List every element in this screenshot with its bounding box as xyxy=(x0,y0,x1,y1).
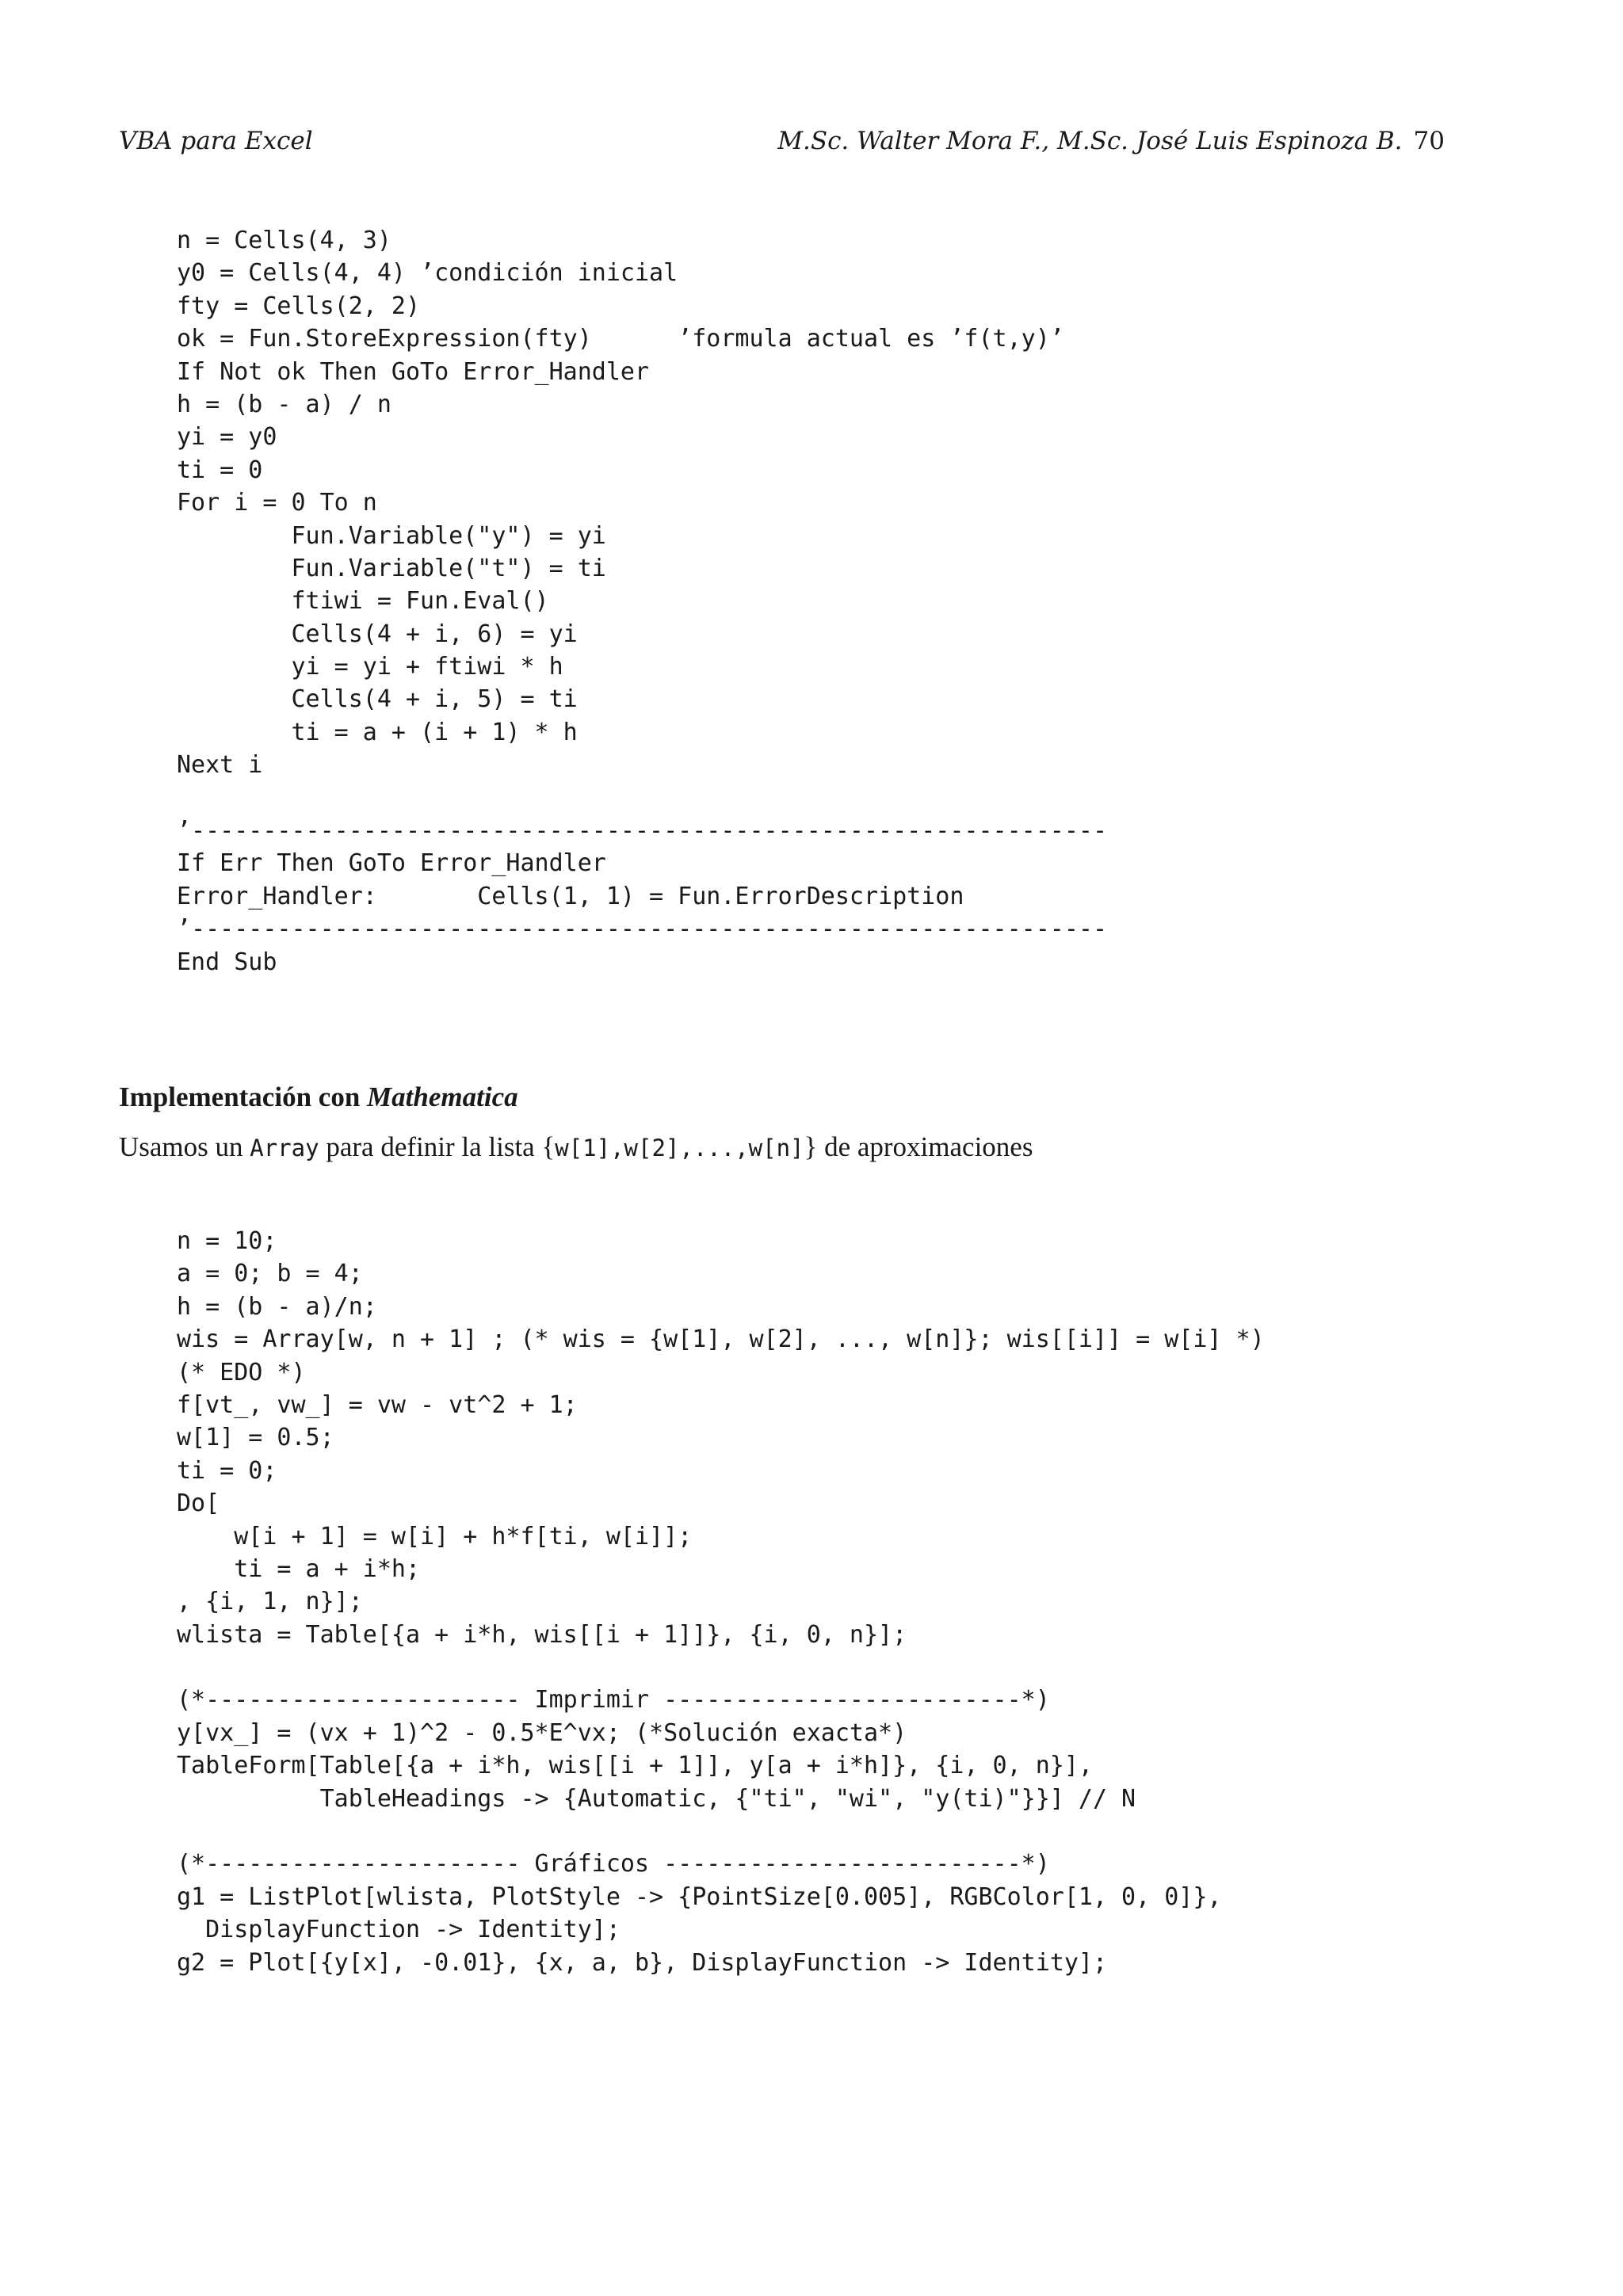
code-line: n = Cells(4, 3) xyxy=(177,227,391,254)
code-line: ti = a + i*h; xyxy=(177,1554,421,1583)
code-line: w[1] = 0.5; xyxy=(177,1424,334,1452)
code-line: y0 = Cells(4, 4) ’condición inicial xyxy=(177,259,678,288)
code-line: (*---------------------- Gráficos -------------------------*) xyxy=(177,1850,1050,1878)
code-line-blank xyxy=(177,782,1107,814)
inline-code: Array xyxy=(250,1135,319,1161)
code-line: For i = 0 To n xyxy=(177,489,377,517)
code-line: h = (b - a)/n; xyxy=(177,1292,377,1321)
code-line: ftiwi = Fun.Eval() xyxy=(177,587,549,616)
inline-code: w[1],w[2],...,w[n] xyxy=(555,1135,804,1161)
header-author-names: M.Sc. Walter Mora F., M.Sc. José Luis Espinoza B. xyxy=(777,127,1403,155)
paragraph-text: } de aproximaciones xyxy=(804,1131,1033,1162)
code-line: yi = yi + ftiwi * h xyxy=(177,653,563,681)
code-line: ok = Fun.StoreExpression(fty) ’formula actual es ’f(t,y)’ xyxy=(177,325,1064,353)
code-line: Error_Handler: Cells(1, 1) = Fun.ErrorDescription xyxy=(177,882,964,910)
paragraph-text: para definir la lista { xyxy=(319,1131,556,1162)
code-line: a = 0; b = 4; xyxy=(177,1260,363,1288)
code-line: h = (b - a) / n xyxy=(177,390,391,418)
code-line: wlista = Table[{a + i*h, wis[[i + 1]]}, {i, 0, n}]; xyxy=(177,1620,907,1649)
code-line: ti = 0 xyxy=(177,456,263,484)
vba-code-block xyxy=(177,224,1107,978)
code-line: yi = y0 xyxy=(177,423,277,452)
heading-emphasis: Mathematica xyxy=(367,1081,518,1112)
code-line: ti = 0; xyxy=(177,1456,277,1485)
code-line: If Err Then GoTo Error_Handler xyxy=(177,849,606,878)
heading-text: Implementación con xyxy=(119,1081,368,1112)
code-line-blank xyxy=(177,1651,1265,1684)
header-authors xyxy=(777,127,1445,155)
mathematica-code-block xyxy=(177,1225,1265,1979)
code-line: f[vt_, vw_] = vw - vt^2 + 1; xyxy=(177,1390,578,1419)
code-line: End Sub xyxy=(177,948,277,976)
section-heading xyxy=(119,1081,518,1113)
code-line: n = 10; xyxy=(177,1227,277,1255)
header-book-title: VBA para Excel xyxy=(119,127,313,155)
code-line: (* EDO *) xyxy=(177,1358,306,1386)
code-line: w[i + 1] = w[i] + h*f[ti, w[i]]; xyxy=(177,1522,693,1550)
code-line: DisplayFunction -> Identity]; xyxy=(177,1916,621,1944)
code-line: TableHeadings -> {Automatic, {"ti", "wi", "y(ti)"}}] // N xyxy=(177,1784,1136,1813)
code-line: Cells(4 + i, 6) = yi xyxy=(177,620,578,648)
code-line: Fun.Variable("y") = yi xyxy=(177,521,606,550)
code-line: g2 = Plot[{y[x], -0.01}, {x, a, b}, DisplayFunction -> Identity]; xyxy=(177,1948,1107,1977)
code-line: y[vx_] = (vx + 1)^2 - 0.5*E^vx; (*Solución exacta*) xyxy=(177,1718,907,1747)
code-line: fty = Cells(2, 2) xyxy=(177,292,421,320)
code-line-blank xyxy=(177,1815,1265,1848)
page-number: 70 xyxy=(1413,127,1445,155)
running-header xyxy=(119,127,1445,162)
code-line: Do[ xyxy=(177,1489,220,1518)
code-line: , {i, 1, n}]; xyxy=(177,1588,363,1616)
code-line: If Not ok Then GoTo Error_Handler xyxy=(177,357,650,386)
code-line: ti = a + (i + 1) * h xyxy=(177,718,578,746)
code-line: g1 = ListPlot[wlista, PlotStyle -> {PointSize[0.005], RGBColor[1, 0, 0]}, xyxy=(177,1882,1222,1911)
code-line: wis = Array[w, n + 1] ; (* wis = {w[1], w[2], ..., w[n]}; wis[[i]] = w[i] *) xyxy=(177,1325,1265,1354)
code-line: Next i xyxy=(177,751,263,780)
code-line: Fun.Variable("t") = ti xyxy=(177,554,606,582)
code-line: (*---------------------- Imprimir -------------------------*) xyxy=(177,1686,1050,1714)
paragraph-text: Usamos un xyxy=(119,1131,250,1162)
intro-paragraph xyxy=(119,1131,1033,1163)
code-line: TableForm[Table[{a + i*h, wis[[i + 1]], y[a + i*h]}, {i, 0, n}], xyxy=(177,1752,1093,1780)
code-line: ’---------------------------------------------------------------- xyxy=(177,915,1107,944)
code-line: ’---------------------------------------------------------------- xyxy=(177,817,1107,845)
code-line: Cells(4 + i, 5) = ti xyxy=(177,685,578,714)
